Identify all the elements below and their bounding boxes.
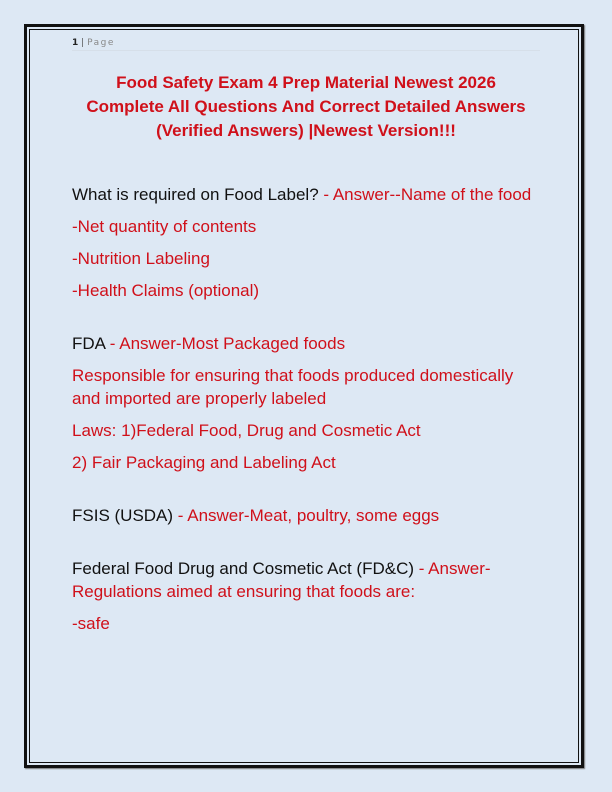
question-text: Federal Food Drug and Cosmetic Act (FD&C) xyxy=(72,559,415,578)
title-line-3: (Verified Answers) |Newest Version!!! xyxy=(156,121,456,140)
answer-line: 2) Fair Packaging and Labeling Act xyxy=(72,453,336,472)
qa-item xyxy=(72,557,544,603)
answer-line: Laws: 1)Federal Food, Drug and Cosmetic Act xyxy=(72,421,421,440)
title-line-1: Food Safety Exam 4 Prep Material Newest 2026 xyxy=(116,73,496,92)
qa-item xyxy=(72,183,544,206)
qa-item xyxy=(72,332,544,355)
question-text: FDA xyxy=(72,334,106,353)
answer-line: -Health Claims (optional) xyxy=(72,281,260,300)
page-header xyxy=(72,36,540,51)
answer-lead: - Answer--Name of the food xyxy=(318,185,532,204)
question-text: What is required on Food Label? xyxy=(72,185,319,204)
answer-line: -Net quantity of contents xyxy=(72,217,257,236)
page-separator: | xyxy=(81,38,85,48)
answer-lead: - Answer-Most Packaged foods xyxy=(105,334,346,353)
document-title xyxy=(60,71,552,143)
title-line-2: Complete All Questions And Correct Detailed Answers xyxy=(86,97,526,116)
page-label: Page xyxy=(87,38,115,48)
answer-line: -Nutrition Labeling xyxy=(72,249,210,268)
qa-content xyxy=(72,183,544,644)
question-text: FSIS (USDA) xyxy=(72,506,174,525)
page-number: 1 xyxy=(72,38,79,48)
answer-line: -safe xyxy=(72,614,110,633)
answer-lead: - Answer-Regulations aimed at ensuring that foods are: xyxy=(72,559,491,601)
qa-item xyxy=(72,504,544,527)
answer-line: Responsible for ensuring that foods produced domestically and imported are properly labeled xyxy=(72,366,514,408)
answer-lead: - Answer-Meat, poultry, some eggs xyxy=(173,506,440,525)
